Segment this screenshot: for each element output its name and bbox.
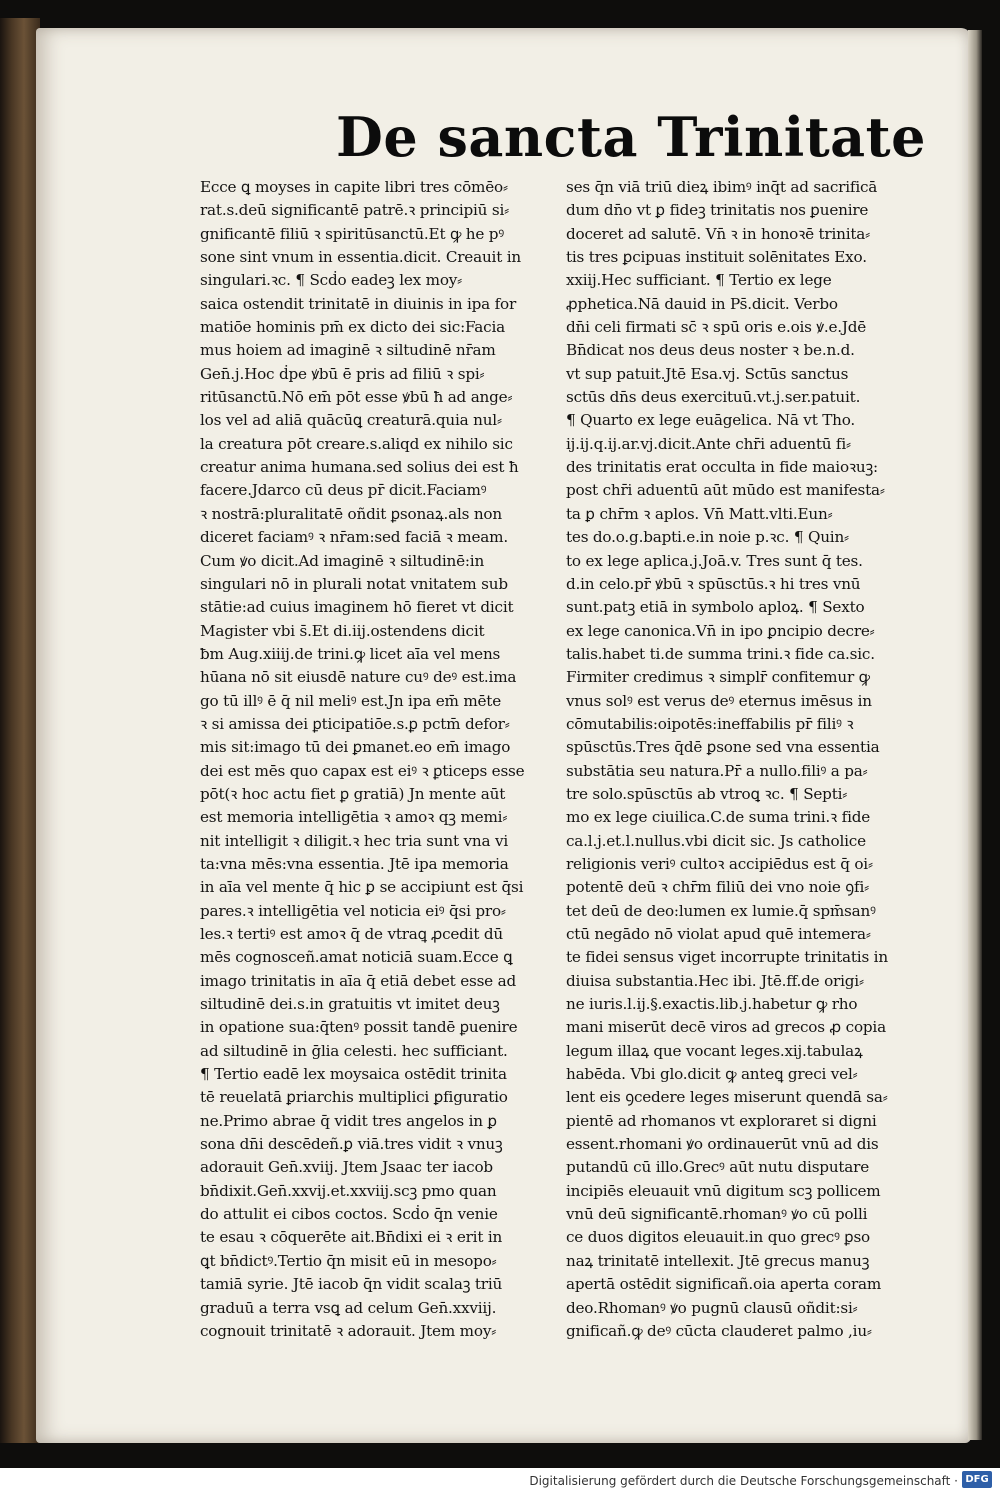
text-line: vnū deū significantē.rhomanꝰ ꝟo cū polli xyxy=(566,1205,868,1224)
text-line: nit intelligit ꝛ diligit.ꝛ hec tria sunt vna vi xyxy=(200,831,509,850)
text-line: ꝗt bn̄dictꝰ.Tertio q̄n misit eū in mesopo⸗ xyxy=(200,1251,497,1270)
text-line: sona dn̄i descēdeñ.ꝑ viā.tres vidit ꝛ vnuꝫ xyxy=(200,1135,503,1154)
text-line: des trinitatis erat occulta in fide maioꝛuꝫ: xyxy=(566,458,878,477)
text-line: xxiij.Hec sufficiant. ¶ Tertio ex lege xyxy=(566,271,832,290)
text-line: rat.s.deū significantē patrē.ꝛ principiū si⸗ xyxy=(200,201,510,220)
text-line: ne iuris.l.ij.§.exactis.lib.j.habetur ꝙ rho xyxy=(566,995,858,1014)
text-line: ¶ Quarto ex lege euāgelica. Nā vt Tho. xyxy=(566,411,856,430)
text-line: pōt(ꝛ hoc actu fiet ꝑ gratiā) Jn mente aūt xyxy=(200,784,506,803)
text-line: tre solo.spūsctūs ab vtroꝗ ꝛc. ¶ Septi⸗ xyxy=(566,784,848,803)
text-line: tet deū de deo:lumen ex lumie.q̄ spm̄sanꝰ xyxy=(566,901,876,920)
text-line: ij.ij.q.ij.ar.vj.dicit.Ante chr̄i aduentū fi⸗ xyxy=(566,434,851,453)
text-line: adorauit Gen̄.xviij. Jtem Jsaac ter iacob xyxy=(200,1158,493,1177)
text-line: in opatione sua:q̄tenꝰ possit tandē ꝑuenire xyxy=(200,1018,518,1037)
text-line: dn̄i celi firmati sc̄ ꝛ spū oris e.ois ꝟ.e.Jdē xyxy=(566,318,867,337)
text-line: diceret faciamꝰ ꝛ nr̄am:sed faciā ꝛ meam. xyxy=(200,528,508,547)
text-line: pares.ꝛ intelligētia vel noticia eiꝰ q̄si pro⸗ xyxy=(200,901,506,920)
text-line: ad siltudinē in ḡlia celesti. hec sufficiant. xyxy=(200,1041,508,1060)
text-line: Firmiter credimus ꝛ simplr̄ confitemur ꝙ xyxy=(566,668,870,687)
text-line: dum dn̄o vt ꝑ fideꝫ trinitatis nos ꝑuenire xyxy=(566,201,869,220)
text-line: deo.Rhomanꝰ ꝟo pugnū clausū oñdit:si⸗ xyxy=(566,1298,858,1317)
text-line: putandū cū illo.Grecꝰ aūt nutu disputare xyxy=(566,1158,870,1177)
text-line: talis.habet ti.de summa trini.ꝛ fide ca.sic. xyxy=(566,644,875,663)
text-line: essent.rhomani ꝟo ordinauerūt vnū ad dis xyxy=(566,1135,879,1154)
text-line: lent eis ꝯcedere leges miserunt quendā sa⸗ xyxy=(566,1088,888,1107)
text-line: facere.Jdarco cū deus pr̄ dicit.Faciamꝰ xyxy=(200,481,487,500)
text-line: ꝓphetica.Nā dauid in Ps̄.dicit. Verbo xyxy=(566,294,838,313)
text-line: stātie:ad cuius imaginem hō fieret vt dicit xyxy=(200,598,514,617)
text-line: religionis veriꝰ cultoꝛ accipiēdus est q̄ oi⸗ xyxy=(566,854,873,873)
text-column-left xyxy=(200,176,572,1343)
text-line: Cum ꝟo dicit.Ad imaginē ꝛ siltudinē:in xyxy=(200,551,485,570)
text-line: apertā ostēdit significañ.oia aperta coram xyxy=(566,1275,882,1294)
text-line: cōmutabilis:oipotēs:ineffabilis pr̄ filiꝰ ꝛ xyxy=(566,714,854,733)
text-line: singulari.ꝛc. ¶ Scḋo eadeꝫ lex moy⸗ xyxy=(200,271,463,290)
text-line: sctūs dn̄s deus exercituū.vt.j.ser.patuit. xyxy=(566,388,861,407)
text-line: sunt.patꝫ etiā in symbolo aploꝝ. ¶ Sexto xyxy=(566,598,865,617)
text-line: dei est mēs quo capax est eiꝰ ꝛ ꝑticeps esse xyxy=(200,761,525,780)
page-edge xyxy=(968,30,982,1440)
text-line: ta:vna mēs:vna essentia. Jtē ipa memoria xyxy=(200,854,509,873)
text-line: ca.l.j.et.l.nullus.vbi dicit sic. Js catholice xyxy=(566,831,866,850)
text-line: tes do.o.g.bapti.e.in noie p.ꝛc. ¶ Quin⸗ xyxy=(566,528,849,547)
text-line: tē reuelatā ꝑriarchis multiplici ꝑfiguratio xyxy=(200,1088,508,1107)
text-line: potentē deū ꝛ chr̄m filiū dei vno noie ꝯfi⸗ xyxy=(566,878,869,897)
text-line: diuisa substantia.Hec ibi. Jtē.ff.de origi⸗ xyxy=(566,971,864,990)
text-line: ¶ Tertio eadē lex moysaica ostēdit trinita xyxy=(200,1065,507,1084)
text-line: d.in celo.pr̄ ꝟbū ꝛ spūsctūs.ꝛ hi tres vnū xyxy=(566,574,861,593)
text-line: Gen̄.j.Hoc ḋpe ꝟbū ē pris ad filiū ꝛ spi⸗ xyxy=(200,364,485,383)
text-line: ce duos digitos eleuauit.in quo grecꝰ ꝑso xyxy=(566,1228,870,1247)
footer-credit: Digitalisierung gefördert durch die Deutsche Forschungsgemeinschaft · xyxy=(529,1474,958,1488)
text-line: ctū negādo nō violat apud quē intemera⸗ xyxy=(566,925,871,943)
text-line: Bn̄dicat nos deus deus noster ꝛ be.n.d. xyxy=(566,341,855,360)
text-line: do attulit ei cibos coctos. Scḋo q̄n venie xyxy=(200,1205,498,1224)
page-title: De sancta Trinitate xyxy=(336,105,926,169)
text-line: te fidei sensus viget incorrupte trinitatis in xyxy=(566,948,888,967)
text-line: imago trinitatis in aīa q̄ etiā debet esse ad xyxy=(200,971,516,990)
text-line: mani miserūt decē viros ad grecos ꝓ copia xyxy=(566,1018,886,1037)
text-line: gnificañ.ꝙ deꝰ cūcta clauderet palmo ,iu⸗ xyxy=(566,1321,872,1340)
text-line: substātia seu natura.Pr̄ a nullo.filiꝰ a pa⸗ xyxy=(566,761,868,780)
text-line: go tū illꝰ ē q̄ nil meliꝰ est.Jn ipa em̄ mēte xyxy=(200,691,501,710)
text-line: cognouit trinitatē ꝛ adorauit. Jtem moy⸗ xyxy=(200,1321,497,1340)
text-line: bn̄dixit.Gen̄.xxvij.et.xxviij.scꝫ pmo quan xyxy=(200,1181,497,1200)
text-line: ritūsanctū.Nō em̄ pōt esse ꝟbū ħ ad ange⸗ xyxy=(200,388,513,407)
text-line: incipiēs eleuauit vnū digitum scꝫ pollicem xyxy=(566,1181,881,1200)
text-line: saica ostendit trinitatē in diuinis in ipa for xyxy=(200,294,517,313)
text-line: mus hoiem ad imaginē ꝛ siltudinē nr̄am xyxy=(200,341,496,360)
text-line: Ecce ꝗ moyses in capite libri tres cōmēo⸗ xyxy=(200,178,508,196)
text-line: siltudinē dei.s.in gratuitis vt imitet deuꝫ xyxy=(200,995,500,1014)
text-line: sone sint vnum in essentia.dicit. Creauit in xyxy=(200,248,521,267)
text-line: ta ꝑ chr̄m ꝛ aplos. Vn̄ Matt.vlti.Eun⸗ xyxy=(566,504,833,523)
text-line: ne.Primo abrae q̄ vidit tres angelos in ꝑ xyxy=(200,1111,497,1130)
text-line: mēs cognosceñ.amat noticiā suam.Ecce ꝗ xyxy=(200,948,513,967)
text-column-right xyxy=(566,176,946,1343)
book-spine xyxy=(0,18,40,1443)
text-line: los vel ad aliā quācūꝗ creaturā.quia nul⸗ xyxy=(200,411,502,430)
text-line: tamiā syrie. Jtē iacob q̄n vidit scalaꝫ triū xyxy=(200,1275,503,1294)
text-line: la creatura pōt creare.s.aliqd ex nihilo sic xyxy=(200,434,513,453)
text-line: vnus solꝰ est verus deꝰ eternus imēsus in xyxy=(566,691,872,710)
text-line: graduū a terra vsꝗ ad celum Gen̄.xxviij. xyxy=(200,1298,497,1317)
text-line: mo ex lege ciuilica.C.de suma trini.ꝛ fide xyxy=(566,808,871,827)
text-line: naꝝ trinitatē intellexit. Jtē grecus manuꝫ xyxy=(566,1251,870,1270)
dfg-logo-icon: DFG xyxy=(962,1471,992,1488)
text-line: mis sit:imago tū dei ꝑmanet.eo em̄ imago xyxy=(200,738,511,757)
text-line: les.ꝛ tertiꝰ est amoꝛ q̄ de vtraꝗ ꝓcedit dū xyxy=(200,925,503,943)
text-line: matiōe hominis pm̄ ex dicto dei sic:Facia xyxy=(200,318,505,337)
text-line: creatur anima humana.sed solius dei est ħ xyxy=(200,458,519,477)
text-line: doceret ad salutē. Vn̄ ꝛ in honoꝛē trinita⸗ xyxy=(566,224,870,243)
text-line: post chr̄i aduentū aūt mūdo est manifesta⸗ xyxy=(566,481,885,500)
text-line: to ex lege aplica.j.Joā.v. Tres sunt q̄ tes. xyxy=(566,551,863,570)
text-line: ꝛ si amissa dei ꝑticipatiōe.s.ꝑ pctm̄ defor⸗ xyxy=(200,714,510,733)
text-line: ex lege canonica.Vn̄ in ipo ꝑncipio decre⸗ xyxy=(566,621,875,640)
text-line: ses q̄n viā triū dieꝝ ibimꝰ inq̄t ad sacrificā xyxy=(566,178,878,196)
text-line: tis tres ꝑcipuas instituit solēnitates Exo. xyxy=(566,248,867,267)
text-line: est memoria intelligētia ꝛ amoꝛ qꝫ memi⸗ xyxy=(200,808,508,827)
text-line: hūana nō sit eiusdē nature cuꝰ deꝰ est.ima xyxy=(200,668,517,687)
text-line: ꝛ nostrā:pluralitatē oñdit ꝑsonaꝝ.als non xyxy=(200,504,502,523)
text-line: singulari nō in plurali notat vnitatem sub xyxy=(200,574,508,593)
text-line: habēda. Vbi glo.dicit ꝙ anteꝗ greci vel⸗ xyxy=(566,1065,858,1084)
text-line: gnificantē filiū ꝛ spiritūsanctū.Et ꝙ he pꝰ xyxy=(200,224,504,243)
text-line: spūsctūs.Tres q̄dē ꝑsone sed vna essentia xyxy=(566,738,880,757)
text-line: te esau ꝛ cōquerēte ait.Bn̄dixi ei ꝛ erit in xyxy=(200,1228,503,1247)
text-line: ƀm Aug.xiiij.de trini.ꝙ licet aīa vel mens xyxy=(200,644,501,663)
text-line: Magister vbi s̄.Et di.iij.ostendens dicit xyxy=(200,621,485,640)
text-line: legum illaꝝ que vocant leges.xij.tabulaꝝ xyxy=(566,1041,863,1060)
text-line: in aīa vel mente q̄ hic ꝑ se accipiunt est q̄si xyxy=(200,878,524,897)
text-line: pientē ad rhomanos vt exploraret si digni xyxy=(566,1111,877,1130)
text-line: vt sup patuit.Jtē Esa.vj. Sctūs sanctus xyxy=(566,364,849,383)
